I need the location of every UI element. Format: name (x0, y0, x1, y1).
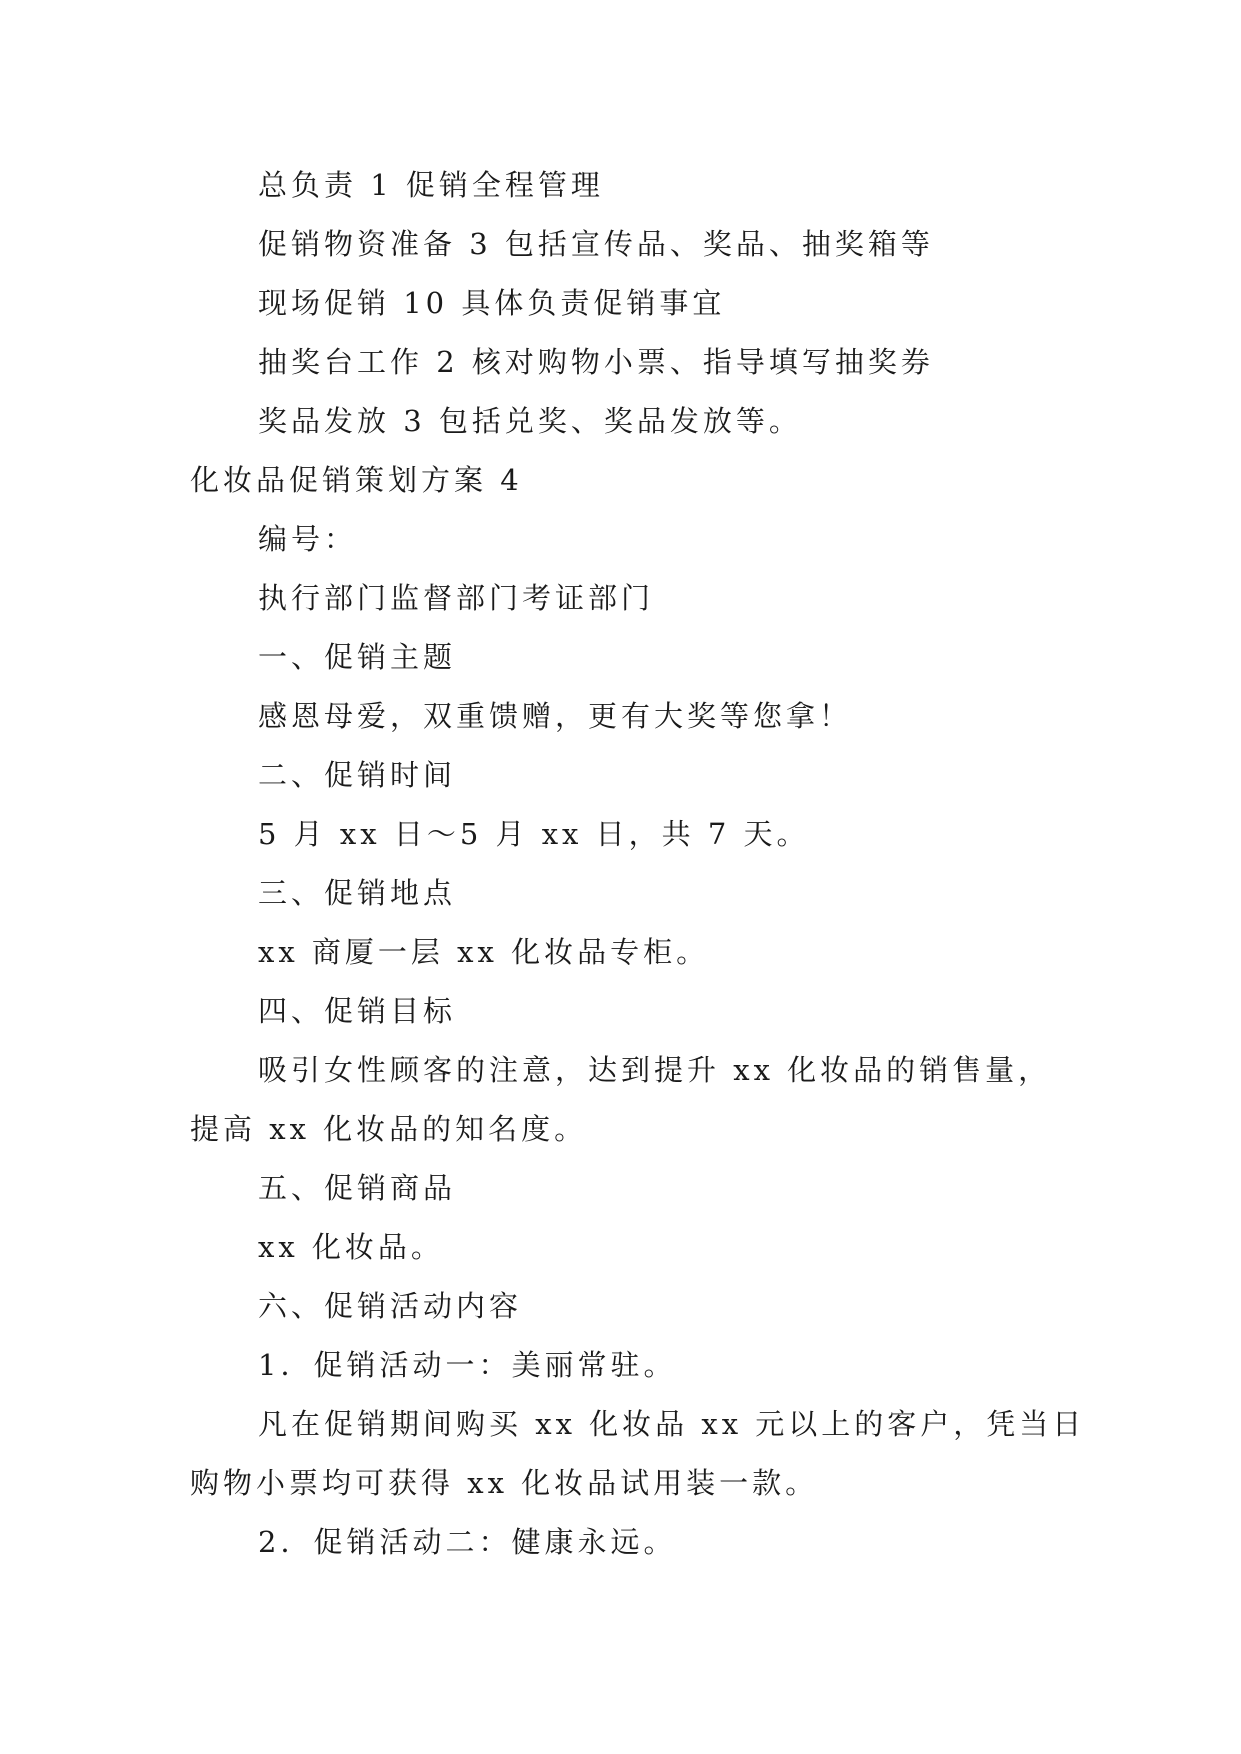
paragraph-line: 5 月 xx 日～5 月 xx 日，共 7 天。 (258, 817, 810, 851)
paragraph-line: 总负责 1 促销全程管理 (258, 168, 604, 202)
paragraph-line: 编号： (258, 522, 358, 556)
paragraph-line: 执行部门监督部门考证部门 (258, 581, 655, 615)
subheading: 一、促销主题 (258, 640, 457, 674)
subheading: 三、促销地点 (258, 876, 457, 910)
subheading: 五、促销商品 (258, 1171, 457, 1205)
paragraph-line: 1．促销活动一：美丽常驻。 (258, 1348, 677, 1382)
paragraph-line: 凡在促销期间购买 xx 化妆品 xx 元以上的客户，凭当日 (258, 1407, 1086, 1441)
subheading: 二、促销时间 (258, 758, 457, 792)
paragraph-line: 抽奖台工作 2 核对购物小票、指导填写抽奖券 (258, 345, 934, 379)
subheading: 四、促销目标 (258, 994, 457, 1028)
paragraph-line: 促销物资准备 3 包括宣传品、奖品、抽奖箱等 (258, 227, 934, 261)
paragraph-line: 2．促销活动二：健康永远。 (258, 1525, 677, 1559)
subheading: 六、促销活动内容 (258, 1289, 523, 1323)
paragraph-line: 提高 xx 化妆品的知名度。 (190, 1112, 588, 1146)
paragraph-line: 吸引女性顾客的注意，达到提升 xx 化妆品的销售量， (258, 1053, 1052, 1087)
paragraph-line: xx 商厦一层 xx 化妆品专柜。 (258, 935, 710, 969)
paragraph-line: 感恩母爱，双重馈赠，更有大奖等您拿！ (258, 699, 853, 733)
paragraph-line: 现场促销 10 具体负责促销事宜 (258, 286, 726, 320)
paragraph-line: 奖品发放 3 包括兑奖、奖品发放等。 (258, 404, 802, 438)
paragraph-line: xx 化妆品。 (258, 1230, 444, 1264)
section-heading: 化妆品促销策划方案 4 (190, 463, 523, 497)
paragraph-line: 购物小票均可获得 xx 化妆品试用装一款。 (190, 1466, 819, 1500)
